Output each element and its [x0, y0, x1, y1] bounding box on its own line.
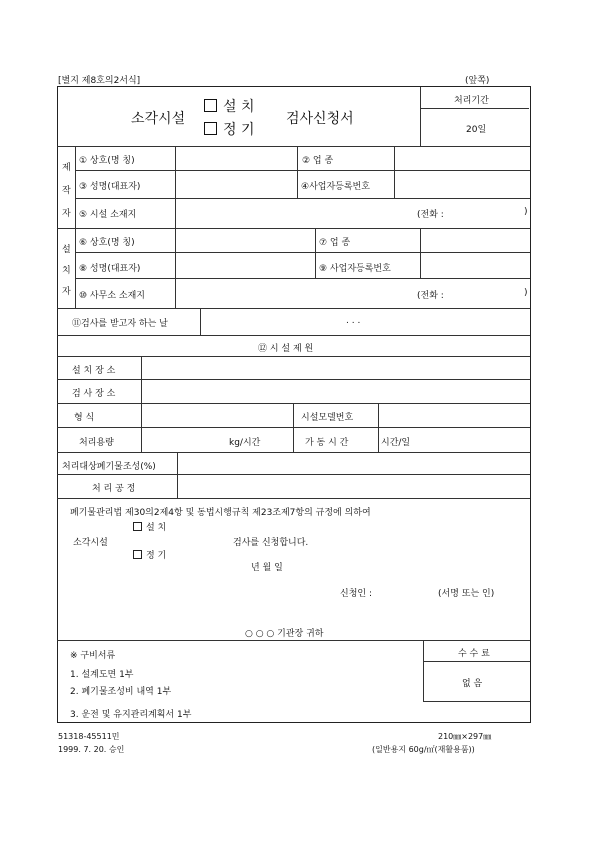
installer-phone-close: ): [524, 288, 528, 298]
installer-name-label: ⑥ 상호(명 칭): [79, 238, 135, 248]
form-reference: [별지 제8호의2서식]: [58, 76, 141, 86]
specs-section-title: ⑫ 시 설 제 원: [258, 344, 314, 354]
process-label: 처 리 공 정: [92, 484, 136, 494]
capacity-field[interactable]: [142, 428, 292, 451]
operating-time-label: 가 동 시 간: [305, 438, 349, 448]
type-label: 형 식: [74, 413, 95, 423]
applicant-field[interactable]: [385, 582, 435, 598]
manufacturer-rep-field[interactable]: [176, 171, 296, 197]
inspection-date-value: . . .: [346, 316, 361, 326]
installer-business-field[interactable]: [421, 229, 528, 251]
installer-label-1: 설: [62, 245, 71, 255]
installer-office-label: ⑩ 사무소 소재지: [79, 291, 145, 301]
type-field[interactable]: [142, 404, 292, 426]
law-statement: 폐기물관리법 제30의2제4항 및 동법시행규칙 제23조제7항의 규정에 의하여: [70, 508, 371, 518]
model-number-label: 시설모델번호: [301, 413, 354, 423]
recipient: ○ ○ ○ 기관장 귀하: [245, 629, 324, 639]
manufacturer-phone-label: (전화 :: [417, 210, 444, 220]
manufacturer-phone-close: ): [524, 207, 528, 217]
manufacturer-business-label: ② 업 종: [302, 156, 334, 166]
process-field[interactable]: [178, 475, 528, 497]
statement-install-option[interactable]: 설 치: [133, 520, 166, 533]
statement-regular-checkbox[interactable]: [133, 550, 142, 559]
inspect-place-label: 검 사 장 소: [72, 389, 116, 399]
manufacturer-label-3: 자: [62, 209, 71, 219]
manufacturer-regno-field[interactable]: [395, 171, 528, 197]
processing-period-label: 처리기간: [454, 96, 489, 106]
title-facility: 소각시설: [131, 111, 186, 127]
installer-rep-label: ⑧ 성명(대표자): [79, 264, 141, 274]
inspection-date-label: ⑪검사를 받고자 하는 날: [72, 319, 168, 329]
manufacturer-name-field[interactable]: [176, 147, 296, 169]
inspection-date-field[interactable]: [201, 309, 528, 334]
fee-value: 없 음: [462, 679, 483, 689]
manufacturer-name-label: ① 상호(명 칭): [79, 156, 135, 166]
manufacturer-label-2: 작: [62, 186, 71, 196]
signature-note: (서명 또는 인): [438, 589, 495, 599]
page-side: (앞쪽): [465, 76, 490, 86]
installer-office-field[interactable]: [176, 279, 528, 307]
manufacturer-regno-label: ④사업자등록번호: [301, 182, 370, 192]
install-place-label: 설 치 장 소: [72, 366, 116, 376]
document-item-3: 3. 운전 및 유지관리계획서 1부: [70, 710, 192, 720]
install-place-field[interactable]: [142, 357, 528, 378]
capacity-label: 처리용량: [79, 438, 114, 448]
title-regular-option[interactable]: 정 기: [204, 119, 255, 139]
installer-rep-field[interactable]: [176, 253, 314, 277]
paper-type: (일반용지 60g/㎡(재활용품)): [372, 745, 475, 754]
document-item-2: 2. 폐기물조성비 내역 1부: [70, 687, 172, 697]
manufacturer-location-field[interactable]: [176, 199, 528, 227]
manufacturer-label-1: 제: [62, 163, 71, 173]
installer-phone-label: (전화 :: [417, 291, 444, 301]
installer-label-2: 치: [62, 266, 71, 276]
statement-request: 검사를 신청합니다.: [233, 538, 309, 548]
title-install-option[interactable]: 설 치: [204, 96, 255, 116]
statement-regular-option[interactable]: 정 기: [133, 548, 166, 561]
operating-time-unit: 시간/일: [381, 438, 411, 448]
document-item-1: 1. 설계도면 1부: [70, 670, 134, 680]
application-date[interactable]: 년 월 일: [251, 563, 283, 573]
statement-facility: 소각시설: [73, 538, 108, 548]
statement-install-checkbox[interactable]: [133, 522, 142, 531]
inspect-place-field[interactable]: [142, 380, 528, 402]
install-checkbox[interactable]: [204, 99, 217, 112]
form-code: 51318-45511민: [58, 732, 120, 741]
installer-regno-label: ⑨ 사업자등록번호: [319, 264, 391, 274]
installer-name-field[interactable]: [176, 229, 314, 251]
title-request: 검사신청서: [286, 111, 354, 127]
manufacturer-rep-label: ③ 성명(대표자): [79, 182, 141, 192]
regular-checkbox[interactable]: [204, 122, 217, 135]
installer-label-3: 자: [62, 287, 71, 297]
waste-composition-field[interactable]: [178, 453, 528, 473]
waste-composition-label: 처리대상폐기물조성(%): [62, 462, 156, 472]
capacity-unit: kg/시간: [229, 438, 261, 448]
installer-regno-field[interactable]: [421, 253, 528, 277]
approval-date: 1999. 7. 20. 승인: [58, 745, 125, 754]
paper-size: 210㎜×297㎜: [438, 732, 492, 741]
applicant-label: 신청인 :: [340, 589, 372, 599]
fee-label: 수 수 료: [458, 649, 490, 659]
installer-business-label: ⑦ 업 종: [319, 238, 351, 248]
documents-title: ※ 구비서류: [70, 651, 116, 661]
model-number-field[interactable]: [379, 404, 528, 426]
manufacturer-location-label: ⑤ 시설 소재지: [79, 210, 137, 220]
processing-period-value: 20일: [466, 125, 487, 135]
manufacturer-business-field[interactable]: [395, 147, 528, 169]
